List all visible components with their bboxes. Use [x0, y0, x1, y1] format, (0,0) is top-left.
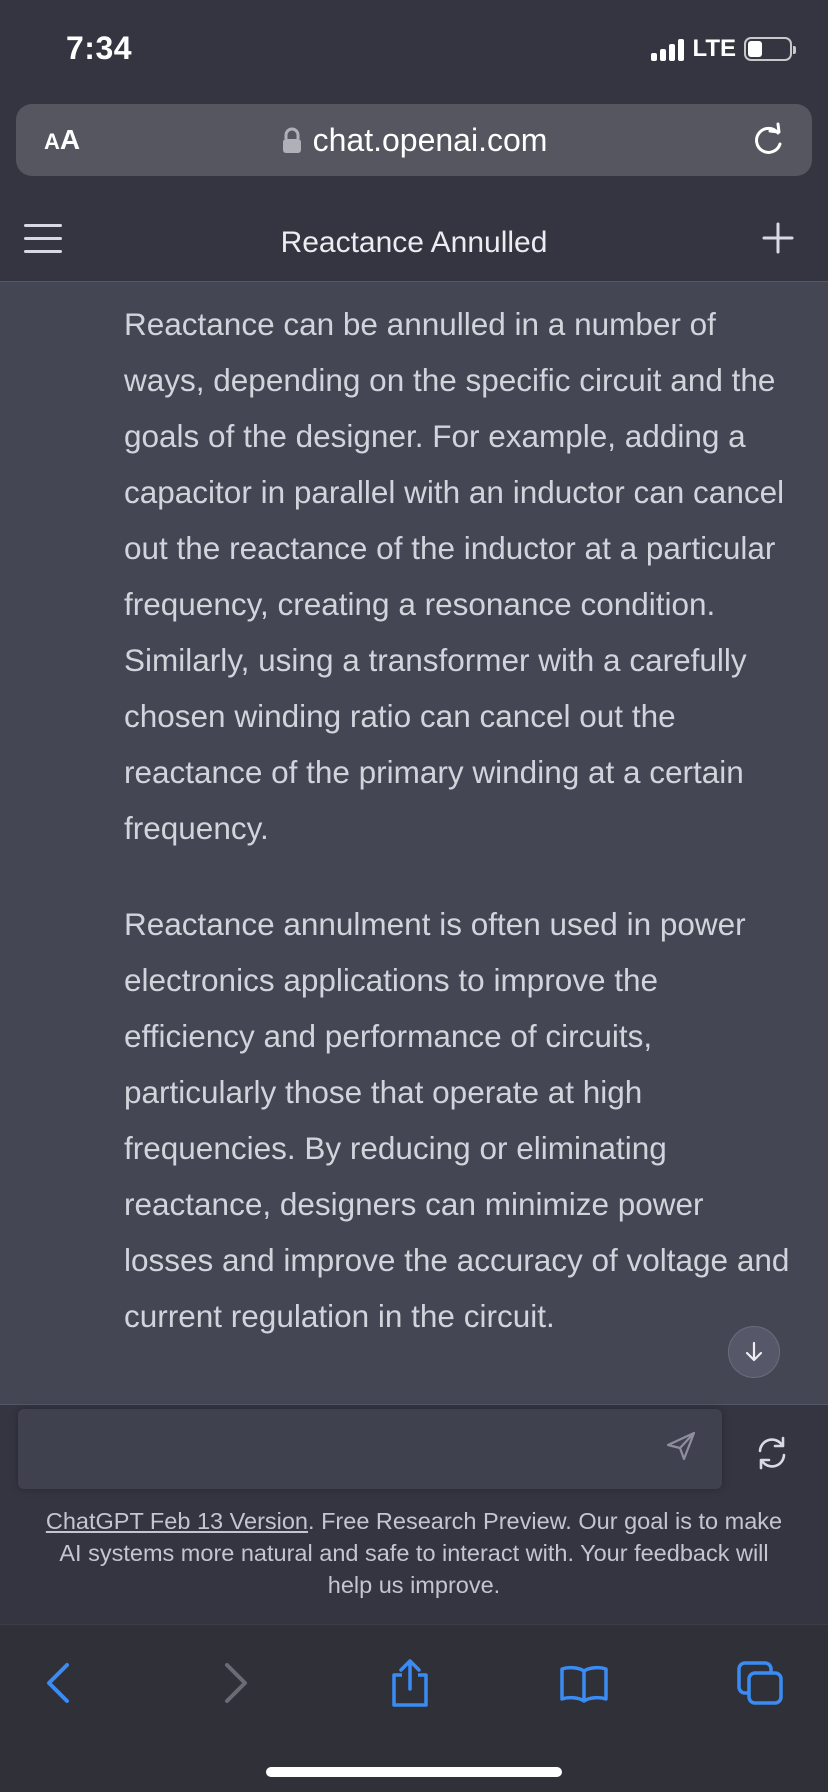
chevron-right-icon: [221, 1661, 251, 1705]
forward-button[interactable]: [206, 1653, 266, 1713]
tabs-button[interactable]: [730, 1653, 790, 1713]
message-input[interactable]: [18, 1409, 722, 1489]
battery-icon: [744, 37, 792, 61]
message-text: [124, 296, 794, 1384]
back-button[interactable]: [28, 1653, 88, 1713]
url-text: chat.openai.com: [312, 122, 548, 158]
tabs-icon: [735, 1659, 785, 1707]
signal-icon: [651, 37, 684, 61]
send-icon: [664, 1429, 698, 1463]
book-icon: [558, 1661, 610, 1705]
message-paragraph: Reactance can be annulled in a number of ways, depending on the specific circuit and the goals of the designer. For example, adding a capacitor in parallel with an inductor can cancel out the reactance of the inductor at a particular frequency, creating a resonance condition. Similarly, using a transformer with a carefully chosen winding ratio can cancel out the reactance of the primary winding at a certain frequency.: [124, 306, 785, 846]
regenerate-button[interactable]: [752, 1433, 792, 1473]
status-bar: [0, 0, 828, 100]
text-size-button[interactable]: AA: [44, 124, 81, 155]
assistant-message: [0, 282, 828, 1404]
composer: [0, 1404, 828, 1624]
home-indicator: [266, 1767, 562, 1777]
share-button[interactable]: [380, 1653, 440, 1713]
reload-icon: [748, 120, 788, 160]
browser-toolbar: [0, 1624, 828, 1792]
regenerate-icon: [752, 1433, 792, 1473]
message-paragraph: Reactance annulment is often used in power electronics applications to improve the efficiency and performance of circuits, particularly those that operate at high frequencies. By reducing or eliminating reactance, designers can minimize power losses and improve the accuracy of voltage and current regulation in the circuit.: [124, 906, 790, 1334]
send-button[interactable]: [664, 1429, 698, 1463]
footer-note: [40, 1505, 788, 1601]
network-label: LTE: [692, 35, 736, 62]
status-time: 7:34: [66, 30, 133, 66]
lock-icon: [281, 127, 303, 155]
battery-fill: [748, 41, 762, 57]
scroll-to-bottom-button[interactable]: [728, 1326, 780, 1378]
plus-icon: [760, 220, 796, 256]
conversation-title: Reactance Annulled: [280, 226, 548, 259]
footer-text: . Free Research Preview. Our goal is to make AI systems more natural and safe to interact with. Your feedback will help us improve.: [59, 1508, 783, 1598]
address-bar[interactable]: [16, 104, 812, 176]
chat-header: [0, 196, 828, 282]
reload-button[interactable]: [748, 120, 788, 160]
bookmarks-button[interactable]: [554, 1653, 614, 1713]
url-display[interactable]: [16, 122, 812, 159]
chevron-left-icon: [43, 1661, 73, 1705]
new-chat-button[interactable]: [760, 220, 796, 256]
share-icon: [388, 1657, 432, 1709]
arrow-down-icon: [742, 1340, 766, 1364]
status-indicators: [651, 34, 792, 64]
version-link[interactable]: ChatGPT Feb 13 Version: [45, 1508, 309, 1534]
